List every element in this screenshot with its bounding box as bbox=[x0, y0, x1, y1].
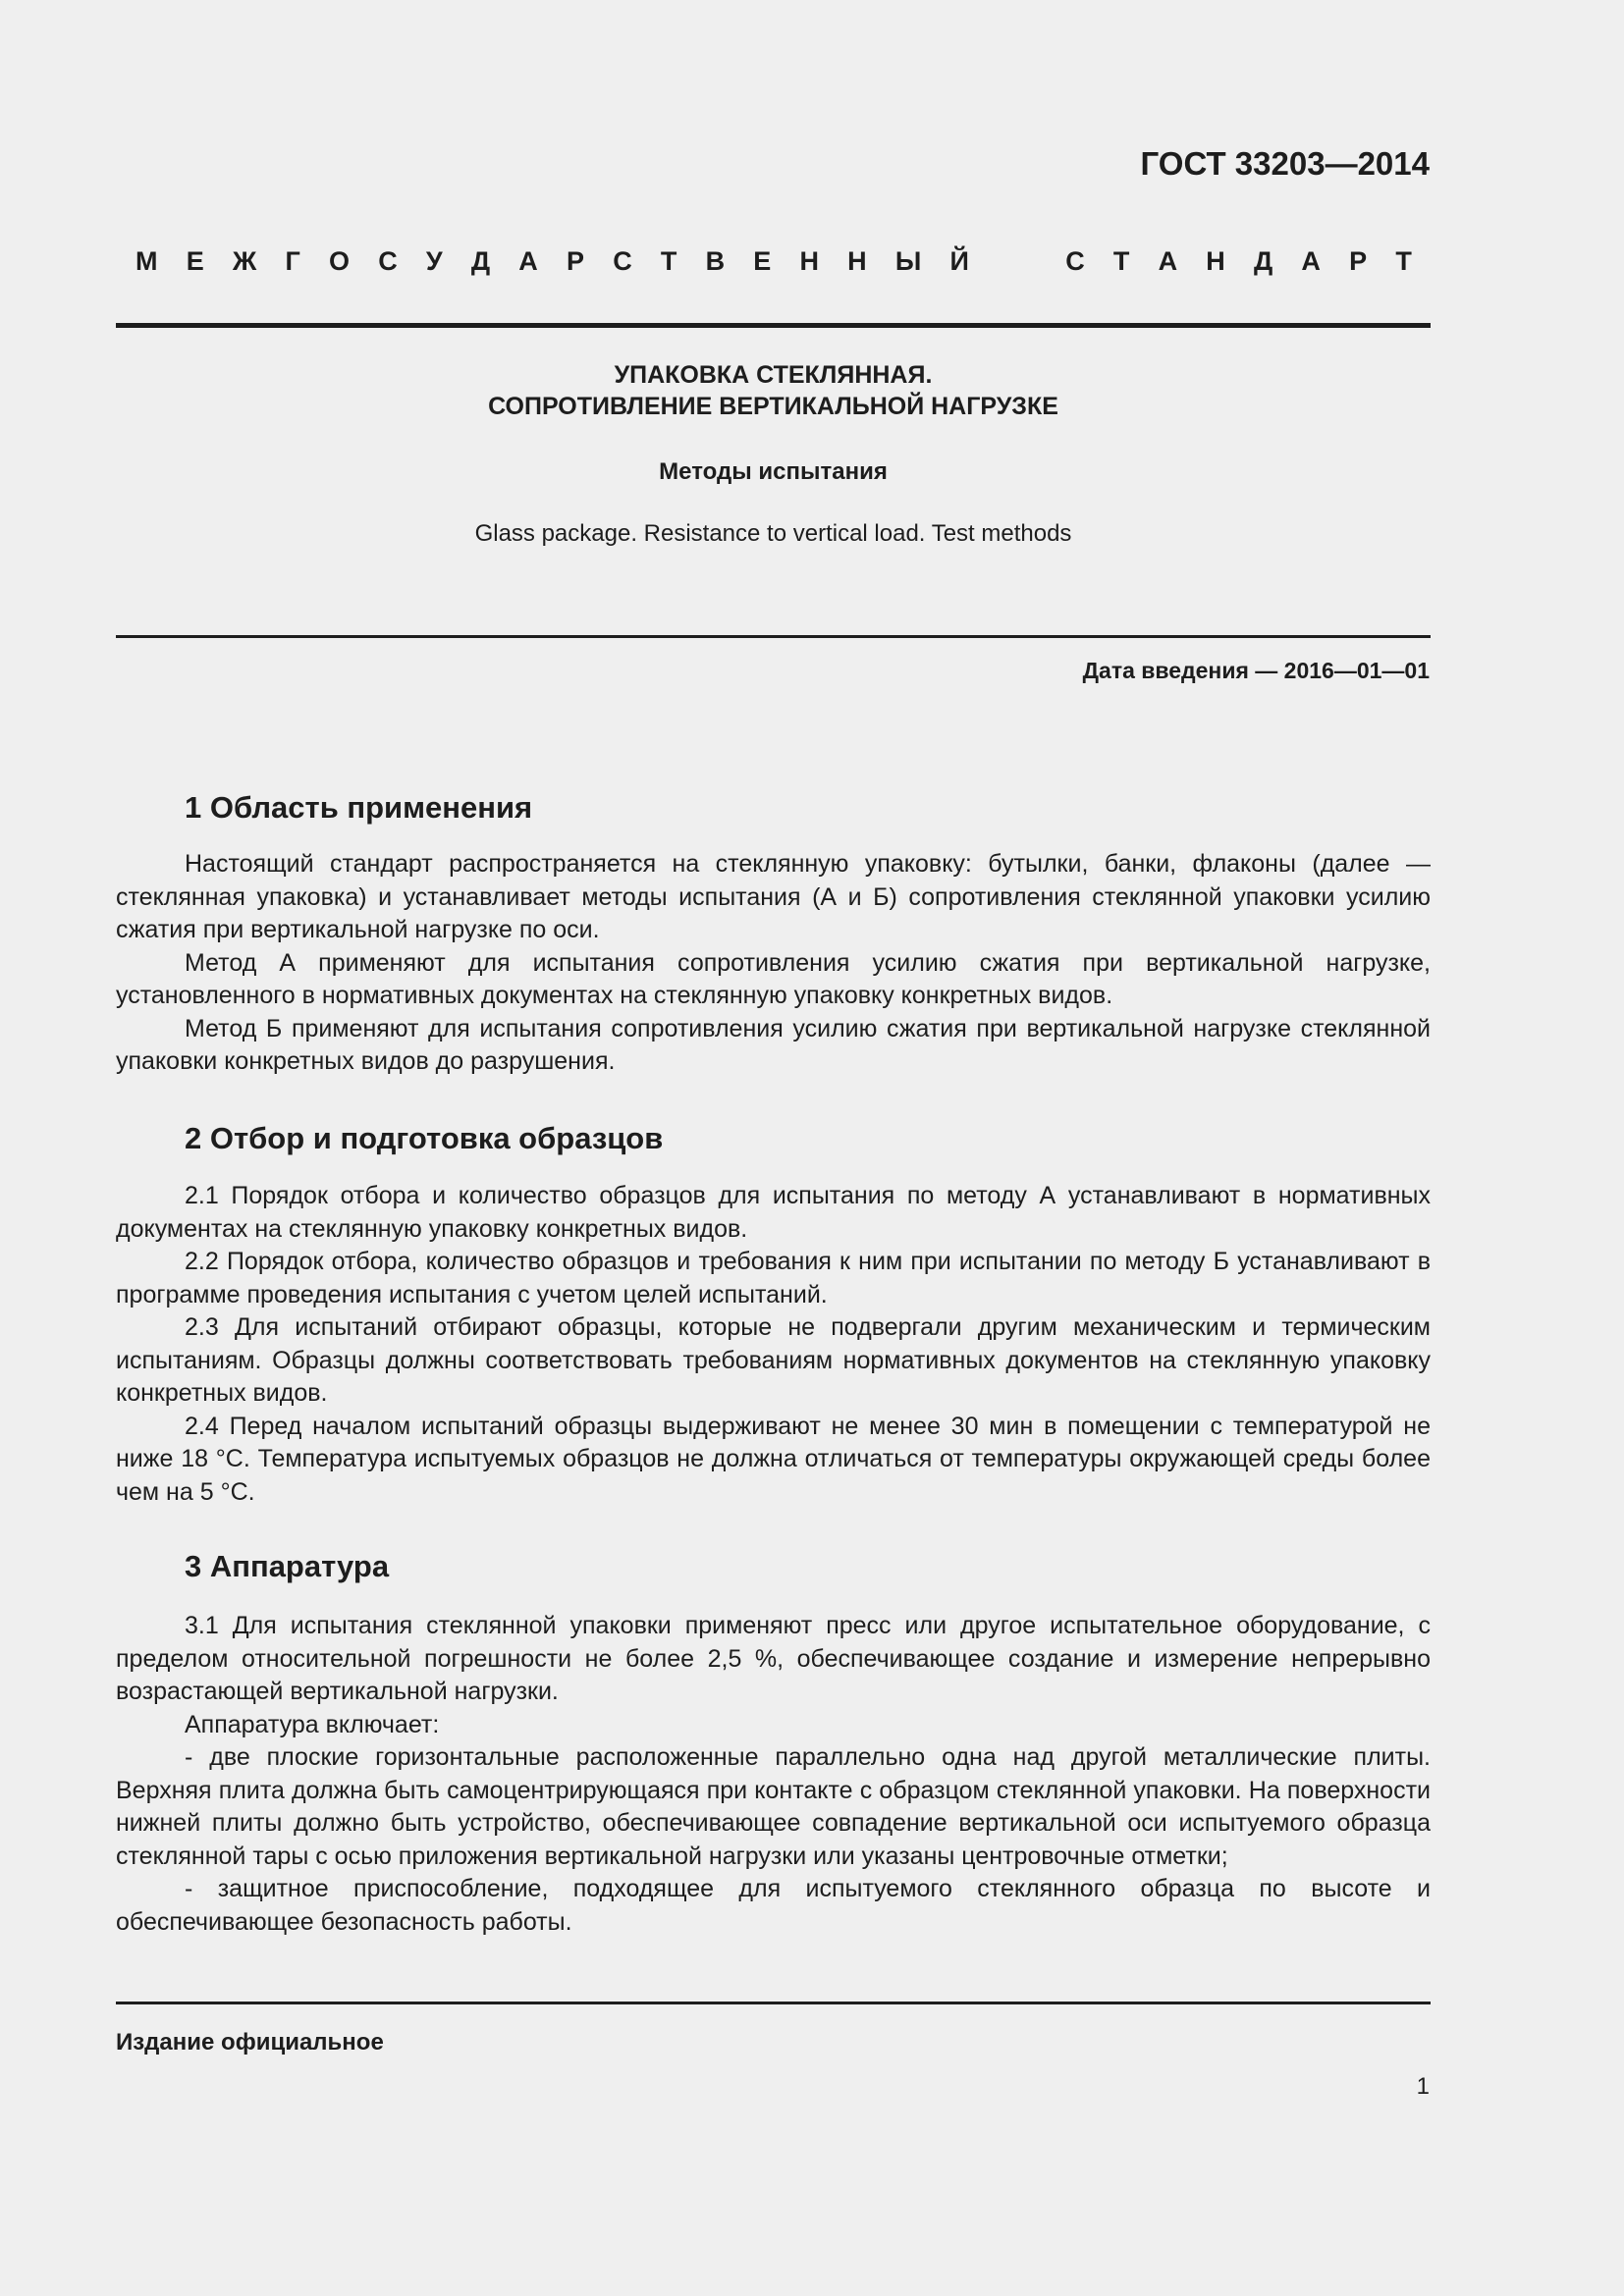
banner-letter: Т bbox=[1112, 246, 1130, 276]
banner-letter: У bbox=[425, 246, 443, 276]
paragraph: 2.1 Порядок отбора и количество образцов для испытания по методу А устанавливают в нормативных документах на стеклянную упаковку конкретных видов. bbox=[116, 1182, 1431, 1243]
footer-rule bbox=[116, 2002, 1431, 2004]
section-2-heading: 2 Отбор и подготовка образцов bbox=[185, 1121, 664, 1155]
banner-letter: Т bbox=[1395, 246, 1412, 276]
banner-letter: Н bbox=[847, 246, 867, 276]
banner-letter: Е bbox=[186, 246, 204, 276]
banner-letter: С bbox=[378, 246, 398, 276]
banner-letter: С bbox=[1065, 246, 1085, 276]
banner-letter: Р bbox=[1349, 246, 1368, 276]
official-edition-note: Издание официальное bbox=[116, 2029, 384, 2056]
paragraph: 2.2 Порядок отбора, количество образцов и требования к ним при испытании по методу Б устанавливают в программе проведения испытания с учетом целей испытаний. bbox=[116, 1248, 1431, 1308]
introduction-date: Дата введения — 2016—01—01 bbox=[1082, 658, 1430, 683]
paragraph: Метод Б применяют для испытания сопротивления усилию сжатия при вертикальной нагрузке стеклянной упаковки конкретных видов до разрушения. bbox=[116, 1014, 1431, 1075]
title-line-1: УПАКОВКА СТЕКЛЯННАЯ. bbox=[614, 361, 933, 389]
banner-letter: Н bbox=[799, 246, 819, 276]
banner-letter: А bbox=[518, 246, 538, 276]
section-3-heading: 3 Аппаратура bbox=[185, 1549, 390, 1583]
banner-letter: Ы bbox=[894, 246, 922, 276]
banner-word-gap bbox=[998, 246, 1037, 277]
page-number: 1 bbox=[1416, 2073, 1430, 2100]
banner-letter: Н bbox=[1206, 246, 1225, 276]
paragraph: Метод А применяют для испытания сопротивления усилию сжатия при вертикальной нагрузке, установленного в нормативных документах на стеклянную упаковку конкретных видов. bbox=[116, 948, 1431, 1009]
banner-letter: М bbox=[135, 246, 158, 276]
banner-letter: Р bbox=[566, 246, 584, 276]
section-1-body bbox=[116, 848, 1431, 1079]
list-item: - защитное приспособление, подходящее для испытуемого стеклянного образца по высоте и обеспечивающее безопасность работы. bbox=[116, 1875, 1431, 1936]
paragraph: 2.3 Для испытаний отбирают образцы, которые не подвергали другим механическим и термическим испытаниям. Образцы должны соответствовать требованиям нормативных документов на стеклянную упаковку конкретных видов. bbox=[116, 1313, 1431, 1407]
list-item: - две плоские горизонтальные расположенные параллельно одна над другой металлические плиты. Верхняя плита должна быть самоцентрирующаяся при контакте с образцом стеклянной упаковки. На поверхности нижней плиты должно быть устройство, обеспечивающее совпадение вертикальной оси испытуемого образца стеклянной тары с осью приложения вертикальной нагрузки или указаны центровочные отметки; bbox=[116, 1743, 1431, 1870]
banner-letter: А bbox=[1301, 246, 1321, 276]
title-bottom-rule bbox=[116, 635, 1431, 638]
title-english: Glass package. Resistance to vertical load. Test methods bbox=[474, 520, 1072, 547]
banner-letter: О bbox=[328, 246, 350, 276]
paragraph: Аппаратура включает: bbox=[185, 1710, 440, 1738]
paragraph: Настоящий стандарт распространяется на стеклянную упаковку: бутылки, банки, флаконы (далее — стеклянная упаковка) и устанавливает методы испытания (А и Б) сопротивления стеклянной упаковки усилию сжатия при вертикальной нагрузке по оси. bbox=[116, 850, 1431, 943]
section-1-heading: 1 Область применения bbox=[185, 790, 533, 825]
section-2-body bbox=[116, 1180, 1431, 1509]
banner-letter: Г bbox=[285, 246, 300, 276]
paragraph: 2.4 Перед началом испытаний образцы выдерживают не менее 30 мин в помещении с температурой не ниже 18 °С. Температура испытуемых образцов не должна отличаться от температуры окружающей среды более чем на 5 °С. bbox=[116, 1412, 1431, 1506]
title-subtitle: Методы испытания bbox=[659, 458, 888, 485]
title-line-2: СОПРОТИВЛЕНИЕ ВЕРТИКАЛЬНОЙ НАГРУЗКЕ bbox=[488, 393, 1058, 420]
banner-letter: С bbox=[613, 246, 632, 276]
banner-letter: Д bbox=[1253, 246, 1273, 276]
banner-letter: Ж bbox=[232, 246, 257, 276]
banner-letter: В bbox=[705, 246, 726, 276]
banner-letter: Д bbox=[470, 246, 491, 276]
banner-letter: Т bbox=[660, 246, 677, 276]
standard-type-banner bbox=[135, 246, 1412, 277]
banner-letter: Й bbox=[949, 246, 969, 276]
top-rule bbox=[116, 323, 1431, 328]
paragraph: 3.1 Для испытания стеклянной упаковки применяют пресс или другое испытательное оборудование, с пределом относительной погрешности не более 2,5 %, обеспечивающее создание и измерение непрерывно возрастающей вертикальной нагрузки. bbox=[116, 1612, 1431, 1705]
banner-letter: Е bbox=[753, 246, 772, 276]
banner-letter: А bbox=[1158, 246, 1178, 276]
section-3-body bbox=[116, 1610, 1431, 1939]
standard-number: ГОСТ 33203—2014 bbox=[1140, 145, 1430, 182]
